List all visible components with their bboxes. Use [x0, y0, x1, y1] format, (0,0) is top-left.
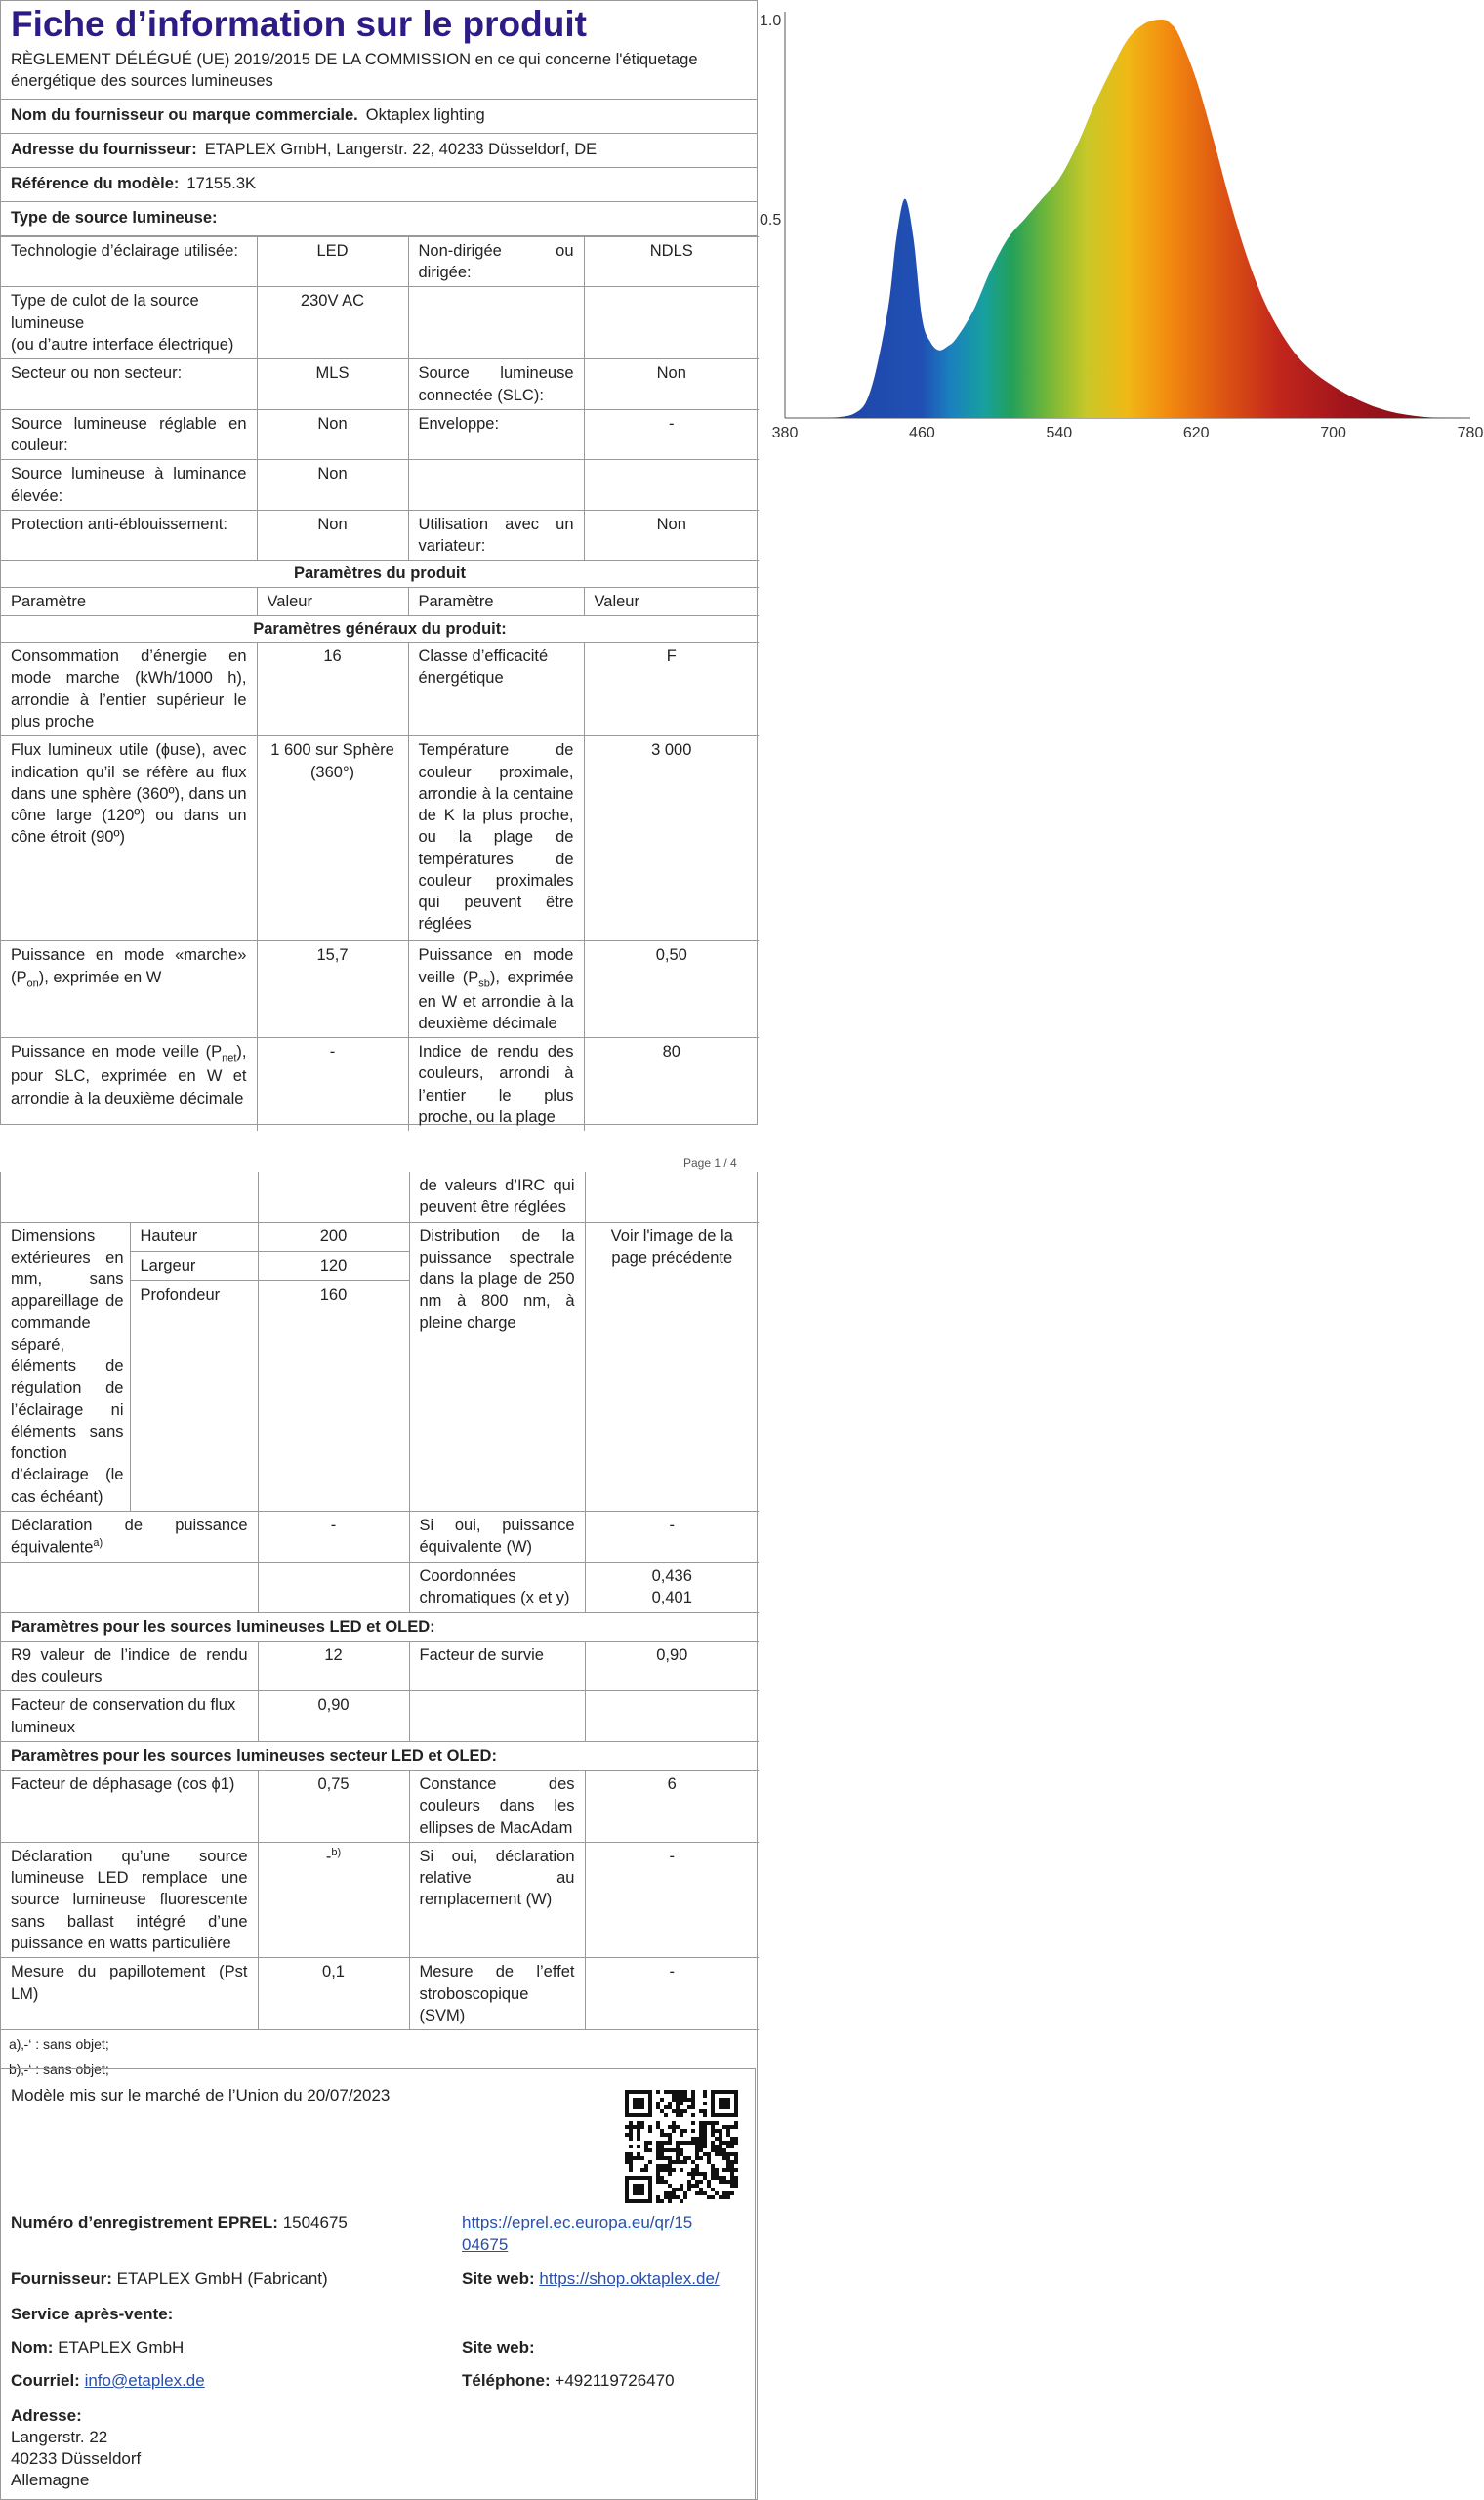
table-row — [1, 409, 759, 460]
website-link[interactable]: https://shop.oktaplex.de/ — [539, 2270, 720, 2288]
tech-value: LED — [257, 236, 408, 287]
qr-code-icon — [625, 2090, 738, 2203]
dimensions-label: Dimensions extérieures en mm, sans appareillage de commande séparé, éléments de régulation de l’éclairage ni éléments sans fonction d’éclairage (le cas échéant) — [1, 1222, 130, 1511]
standby-power-label-text: Puissance en mode veille (P — [418, 946, 574, 986]
equivalent-watt-value: - — [585, 1511, 759, 1562]
x-tick-labels — [772, 425, 1484, 441]
phone-row — [462, 2370, 675, 2392]
service-name-label: Nom: — [11, 2338, 54, 2356]
antiglare-value: Non — [257, 510, 408, 561]
section-header-row — [1, 561, 759, 587]
cri-label: Indice de rendu des couleurs, arrondi à l’entier le plus proche, ou la plage — [408, 1038, 584, 1132]
supplier-address-label: Adresse du fournisseur: — [11, 141, 197, 159]
table-row — [1, 1511, 759, 1562]
luminous-flux-value: 1 600 sur Sphère (360°) — [257, 736, 408, 941]
empty-cell — [585, 1691, 759, 1742]
flux-maintenance-value: 0,90 — [258, 1691, 409, 1742]
eprel-registration-value: 1504675 — [282, 2213, 348, 2231]
led-params-header: Paramètres pour les sources lumineuses LED et OLED: — [1, 1612, 759, 1641]
high-luminance-label: Source lumineuse à luminance élevée: — [1, 460, 257, 511]
datasheet-page-1 — [0, 0, 758, 1125]
footnote-ref: b) — [331, 1846, 342, 1858]
dimmable-value: Non — [584, 510, 759, 561]
energy-class-label: Classe d’efficacité énergétique — [408, 643, 584, 736]
table-row — [1, 1842, 759, 1957]
luminous-flux-label: Flux lumineux utile (ɸuse), avec indication qu’il se réfère au flux dans une sphère (360º), dans un cône large (120º) ou dans un cône étroit (90º) — [1, 736, 257, 941]
empty-cell — [584, 287, 759, 359]
footnote-a: a)‚-‘ : sans objet; — [9, 2036, 109, 2053]
general-params-header: Paramètres généraux du produit: — [1, 615, 759, 642]
service-label-row — [11, 2304, 173, 2325]
section-header-row — [1, 615, 759, 642]
cap-label-cell — [1, 287, 257, 359]
table-row — [1, 1641, 759, 1691]
supplier-name-row — [1, 100, 757, 134]
macadam-label: Constance des couleurs dans les ellipses de MacAdam — [409, 1771, 585, 1843]
spectrum-area — [785, 20, 1470, 418]
antiglare-label: Protection anti-éblouissement: — [1, 510, 257, 561]
table-row — [1, 941, 759, 1038]
address-label: Adresse: — [11, 2406, 82, 2425]
empty-cell — [584, 460, 759, 511]
cri-label-continued: de valeurs d’IRC qui peuvent être réglées — [409, 1172, 585, 1222]
column-header-row — [1, 587, 759, 615]
table-row — [1, 1958, 759, 2030]
connected-value: Non — [584, 359, 759, 410]
section-header-row — [1, 1741, 759, 1770]
product-table-continued — [1, 1172, 759, 2030]
macadam-value: 6 — [585, 1771, 759, 1843]
width-value: 120 — [258, 1251, 409, 1280]
replacement-claim-value-text: - — [325, 1848, 332, 1866]
eprel-registration — [11, 2212, 348, 2233]
eprel-link-line-2[interactable]: 04675 — [462, 2234, 509, 2254]
table-row — [1, 287, 759, 359]
width-label: Largeur — [130, 1251, 258, 1280]
standby-power-value: 0,50 — [584, 941, 759, 1038]
email-link[interactable]: info@etaplex.de — [84, 2371, 205, 2390]
connected-label: Source lumineuse connectée (SLC): — [408, 359, 584, 410]
footnote-b: b)‚-‘ : sans objet; — [9, 2062, 109, 2078]
address-line: Langerstr. 22 — [11, 2428, 108, 2447]
footnote-ref: a) — [93, 1537, 103, 1550]
cct-value: 3 000 — [584, 736, 759, 941]
on-power-label — [1, 941, 257, 1038]
envelope-value: - — [584, 409, 759, 460]
table-row — [1, 1222, 759, 1251]
cap-label: Type de culot de la source lumineuse — [11, 292, 199, 332]
survival-factor-value: 0,90 — [585, 1641, 759, 1691]
table-row — [1, 1172, 759, 1222]
table-row — [1, 1691, 759, 1742]
r9-value: 12 — [258, 1641, 409, 1691]
survival-factor-label: Facteur de survie — [409, 1641, 585, 1691]
address-line: 40233 Düsseldorf — [11, 2449, 142, 2469]
supplier-label: Fournisseur: — [11, 2270, 112, 2288]
stroboscopic-value: - — [585, 1958, 759, 2030]
source-type-row — [1, 202, 757, 236]
equivalent-watt-label: Si oui, puissance équivalente (W) — [409, 1511, 585, 1562]
column-header-value: Valeur — [584, 587, 759, 615]
directional-label: Non-dirigée ou dirigée: — [408, 236, 584, 287]
spectral-distribution-value: Voir l'image de la page précédente — [585, 1222, 759, 1511]
market-date-text: Modèle mis sur le marché de l’Union du 20/07/2023 — [11, 2086, 391, 2104]
cri-value: 80 — [584, 1038, 759, 1132]
flux-maintenance-label: Facteur de conservation du flux lumineux — [1, 1691, 258, 1742]
x-tick-label: 620 — [1182, 425, 1210, 441]
chromaticity-label: Coordonnées chromatiques (x et y) — [409, 1562, 585, 1613]
height-label: Hauteur — [130, 1222, 258, 1251]
cap-value: 230V AC — [257, 287, 408, 359]
model-reference-label: Référence du modèle: — [11, 175, 180, 193]
service-name-value: ETAPLEX GmbH — [58, 2338, 185, 2356]
on-power-sub: on — [26, 977, 39, 989]
spectral-distribution-chart — [758, 0, 1484, 449]
supplier-name-value: Oktaplex lighting — [365, 106, 485, 125]
website-row — [462, 2269, 720, 2290]
model-reference-value: 17155.3K — [186, 175, 257, 193]
source-type-label: Type de source lumineuse: — [11, 209, 218, 228]
supplier-address-row — [1, 134, 757, 168]
table-row — [1, 510, 759, 561]
networked-standby-label-text: ), pour SLC, exprimée en W et arrondie à la deuxième décimale — [11, 1043, 247, 1107]
column-header-value: Valeur — [257, 587, 408, 615]
energy-class-value: F — [584, 643, 759, 736]
supplier-name-label: Nom du fournisseur ou marque commerciale. — [11, 106, 358, 125]
high-luminance-value: Non — [257, 460, 408, 511]
service-name-row — [11, 2337, 184, 2358]
replacement-claim-value — [258, 1842, 409, 1957]
stroboscopic-label: Mesure de l’effet stroboscopique (SVM) — [409, 1958, 585, 2030]
cct-label: Température de couleur proximale, arrondie à la centaine de K la plus proche, ou la plage de températures de couleur proximales qui peuvent être réglées — [408, 736, 584, 941]
mains-led-params-header: Paramètres pour les sources lumineuses secteur LED et OLED: — [1, 1741, 759, 1770]
address-line: Allemagne — [11, 2471, 90, 2490]
on-power-value: 15,7 — [257, 941, 408, 1038]
empty-cell — [1, 1172, 258, 1222]
directional-value: NDLS — [584, 236, 759, 287]
flicker-value: 0,1 — [258, 1958, 409, 2030]
mains-value: MLS — [257, 359, 408, 410]
networked-standby-value: - — [257, 1038, 408, 1132]
equivalent-power-value: - — [258, 1511, 409, 1562]
table-row — [1, 236, 759, 287]
envelope-label: Enveloppe: — [408, 409, 584, 460]
replacement-claim-label: Déclaration qu’une source lumineuse LED remplace une source lumineuse fluorescente sans ballast intégré d’une puissance en watts particulière — [1, 1842, 258, 1957]
standby-power-sub: sb — [478, 977, 490, 989]
empty-cell — [1, 1562, 258, 1613]
product-params-header: Paramètres du produit — [1, 561, 759, 587]
eprel-registration-label: Numéro d’enregistrement EPREL: — [11, 2213, 278, 2231]
y-tick-label: 1.0 — [760, 13, 782, 29]
table-row — [1, 1771, 759, 1843]
standby-power-label-text: ), exprimée en W et arrondie à la deuxième décimale — [418, 968, 574, 1032]
standby-power-label — [408, 941, 584, 1038]
power-factor-label: Facteur de déphasage (cos ϕ1) — [1, 1771, 258, 1843]
empty-cell — [585, 1172, 759, 1222]
eprel-link[interactable] — [462, 2212, 692, 2257]
column-header-param: Paramètre — [1, 587, 257, 615]
empty-cell — [408, 460, 584, 511]
equivalent-power-label-text: Déclaration de puissance équivalente — [11, 1516, 248, 1557]
table-row — [1, 1038, 759, 1132]
tech-label: Technologie d’éclairage utilisée: — [1, 236, 257, 287]
equivalent-power-label — [1, 1511, 258, 1562]
energy-consumption-value: 16 — [257, 643, 408, 736]
website-label: Site web: — [462, 2270, 535, 2288]
mains-label: Secteur ou non secteur: — [1, 359, 257, 410]
power-factor-value: 0,75 — [258, 1771, 409, 1843]
phone-value: +492119726470 — [555, 2371, 675, 2390]
page-number: Page 1 / 4 — [683, 1156, 737, 1170]
table-row — [1, 460, 759, 511]
phone-label: Téléphone: — [462, 2371, 551, 2390]
table-row — [1, 643, 759, 736]
depth-label: Profondeur — [130, 1280, 258, 1511]
service-website-row — [462, 2337, 535, 2358]
page-title: Fiche d’information sur le produit — [11, 4, 587, 44]
depth-value: 160 — [258, 1280, 409, 1511]
on-power-label-text: Puissance en mode «marche» (P — [11, 946, 247, 986]
x-tick-label: 380 — [771, 425, 799, 441]
y-tick-label: 0.5 — [760, 212, 782, 229]
x-tick-label: 780 — [1457, 425, 1484, 441]
table-row — [1, 359, 759, 410]
supplier-address-value: ETAPLEX GmbH, Langerstr. 22, 40233 Düsseldorf, DE — [204, 141, 598, 159]
dimmable-label: Utilisation avec un variateur: — [408, 510, 584, 561]
empty-cell — [409, 1691, 585, 1742]
replacement-watt-label: Si oui, déclaration relative au remplacement (W) — [409, 1842, 585, 1957]
service-website-label: Site web: — [462, 2338, 535, 2356]
spectral-distribution-label: Distribution de la puissance spectrale dans la plage de 250 nm à 800 nm, à pleine charge — [409, 1222, 585, 1511]
colour-tunable-value: Non — [257, 409, 408, 460]
after-sales-label: Service après-vente: — [11, 2305, 174, 2323]
email-row — [11, 2370, 205, 2392]
x-tick-label: 540 — [1046, 425, 1073, 441]
product-table — [1, 236, 759, 1131]
x-tick-label: 460 — [909, 425, 935, 441]
table-row — [1, 1562, 759, 1613]
supplier-value: ETAPLEX GmbH (Fabricant) — [116, 2270, 328, 2288]
chromaticity-value — [585, 1562, 759, 1613]
table-row — [1, 736, 759, 941]
energy-consumption-label: Consommation d’énergie en mode marche (kWh/1000 h), arrondie à l’entier supérieur le plus proche — [1, 643, 257, 736]
empty-cell — [258, 1562, 409, 1613]
model-reference-row — [1, 168, 757, 202]
colour-tunable-label: Source lumineuse réglable en couleur: — [1, 409, 257, 460]
regulation-subtitle: RÈGLEMENT DÉLÉGUÉ (UE) 2019/2015 DE LA COMMISSION en ce qui concerne l'étiquetage énergétique des sources lumineuses — [1, 46, 757, 100]
replacement-watt-value: - — [585, 1842, 759, 1957]
y-tick-labels — [760, 13, 781, 229]
networked-standby-sub: net — [222, 1052, 237, 1064]
column-header-param: Paramètre — [408, 587, 584, 615]
section-header-row — [1, 1612, 759, 1641]
eprel-link-line-1[interactable]: https://eprel.ec.europa.eu/qr/15 — [462, 2213, 693, 2231]
networked-standby-label — [1, 1038, 257, 1132]
x-tick-label: 700 — [1320, 425, 1346, 441]
cap-label-2: (ou d’autre interface électrique) — [11, 335, 234, 354]
networked-standby-label-text: Puissance en mode veille (P — [11, 1043, 223, 1062]
empty-cell — [258, 1172, 409, 1222]
chromaticity-x: 0,436 — [651, 1567, 692, 1586]
on-power-label-text: ), exprimée en W — [38, 968, 162, 986]
height-value: 200 — [258, 1222, 409, 1251]
chromaticity-y: 0,401 — [651, 1589, 692, 1607]
email-label: Courriel: — [11, 2371, 80, 2390]
flicker-label: Mesure du papillotement (Pst LM) — [1, 1958, 258, 2030]
r9-label: R9 valeur de l’indice de rendu des couleurs — [1, 1641, 258, 1691]
empty-cell — [408, 287, 584, 359]
address-block — [11, 2405, 141, 2491]
supplier-row — [11, 2269, 328, 2290]
